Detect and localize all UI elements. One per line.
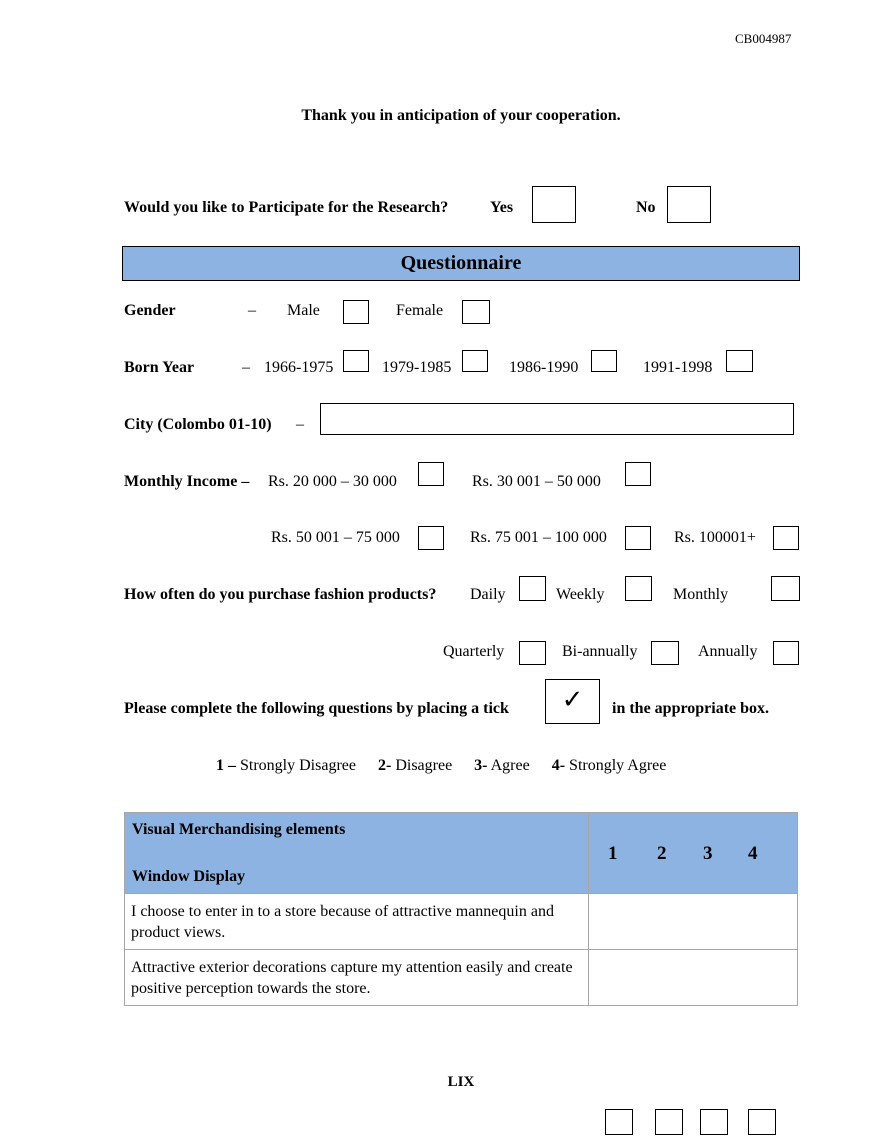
income-30001-checkbox[interactable] (625, 462, 651, 486)
scale-4-number: 4- (551, 757, 566, 774)
scale-1-number: 1 – (216, 757, 236, 774)
document-id: CB004987 (735, 31, 792, 46)
table-header-scale-cell (589, 813, 798, 894)
scale-3-number: 3- (474, 757, 488, 774)
frequency-annually-label: Annually (698, 643, 758, 660)
income-20000-label: Rs. 20 000 – 30 000 (268, 473, 397, 490)
table-row (125, 894, 798, 950)
next-page-checkbox-1 (605, 1109, 633, 1135)
instruction-text: Please complete the following questions by placing a tick (124, 700, 509, 717)
born-1991-checkbox[interactable] (726, 350, 753, 372)
born-1986-checkbox[interactable] (591, 350, 617, 372)
frequency-daily-label: Daily (470, 586, 506, 603)
income-75001-label: Rs. 75 001 – 100 000 (470, 529, 607, 546)
frequency-weekly-checkbox[interactable] (625, 576, 652, 601)
frequency-quarterly-checkbox[interactable] (519, 641, 546, 665)
page-number: LIX (447, 1074, 475, 1090)
participate-yes-label: Yes (490, 199, 514, 216)
column-1-header: 1 (608, 843, 618, 864)
born-1966-label: 1966-1975 (264, 359, 334, 376)
scale-4-text: Strongly Agree (569, 757, 667, 774)
frequency-biannually-label: Bi-annually (562, 643, 638, 660)
table-row (125, 950, 798, 1006)
frequency-monthly-checkbox[interactable] (771, 576, 800, 601)
income-100001-label: Rs. 100001+ (674, 529, 756, 546)
scale-3-text: Agree (490, 757, 530, 774)
participate-yes-checkbox[interactable] (532, 186, 576, 223)
questionnaire-banner: Questionnaire (122, 246, 800, 281)
next-page-checkbox-3 (700, 1109, 728, 1135)
table-header-label-cell (125, 813, 589, 894)
gender-female-label: Female (396, 302, 444, 319)
income-label: Monthly Income – (124, 473, 250, 490)
scale-2-number: 2- (377, 757, 392, 774)
column-3-header: 3 (703, 843, 713, 864)
gender-male-label: Male (287, 302, 320, 319)
born-year-dash: – (242, 359, 250, 376)
born-1979-checkbox[interactable] (462, 350, 488, 372)
instruction-text-end: in the appropriate box. (612, 700, 770, 717)
frequency-monthly-label: Monthly (673, 586, 729, 603)
column-4-header: 4 (748, 843, 758, 864)
born-1991-label: 1991-1998 (643, 359, 713, 376)
frequency-daily-checkbox[interactable] (519, 576, 546, 601)
tick-example-box (545, 679, 600, 724)
income-30001-label: Rs. 30 001 – 50 000 (472, 473, 601, 490)
participate-no-label: No (636, 199, 656, 216)
gender-female-checkbox[interactable] (462, 300, 490, 324)
city-input[interactable] (320, 403, 794, 435)
scale-1-text: Strongly Disagree (240, 757, 356, 774)
table-header-subtitle: Window Display (132, 868, 246, 885)
frequency-weekly-label: Weekly (556, 586, 605, 603)
income-50001-checkbox[interactable] (418, 526, 444, 550)
income-20000-checkbox[interactable] (418, 462, 444, 486)
table-header-row (125, 813, 798, 894)
column-2-header: 2 (657, 843, 667, 864)
income-75001-checkbox[interactable] (625, 526, 651, 550)
next-page-checkbox-2 (655, 1109, 683, 1135)
frequency-annually-checkbox[interactable] (773, 641, 799, 665)
statement-cell: Attractive exterior decorations capture my attention easily and create positive perception towards the store. (125, 950, 589, 1006)
frequency-biannually-checkbox[interactable] (651, 641, 679, 665)
gender-male-checkbox[interactable] (343, 300, 369, 324)
participate-no-checkbox[interactable] (667, 186, 711, 223)
income-50001-label: Rs. 50 001 – 75 000 (271, 529, 400, 546)
frequency-quarterly-label: Quarterly (443, 643, 505, 660)
city-label: City (Colombo 01-10) (124, 416, 272, 433)
rating-cell[interactable] (589, 950, 798, 1006)
born-1979-label: 1979-1985 (382, 359, 452, 376)
born-1986-label: 1986-1990 (509, 359, 579, 376)
gender-dash: – (248, 302, 256, 319)
income-100001-checkbox[interactable] (773, 526, 799, 550)
gender-label: Gender (124, 302, 176, 319)
city-dash: – (296, 416, 304, 433)
tick-icon: ✓ (561, 685, 584, 714)
born-year-label: Born Year (124, 359, 195, 376)
rating-cell[interactable] (589, 894, 798, 950)
scale-2-text: Disagree (395, 757, 453, 774)
thanks-line: Thank you in anticipation of your cooperation. (301, 107, 621, 124)
scale-legend (216, 756, 666, 776)
rating-table (124, 812, 798, 1006)
frequency-label: How often do you purchase fashion products? (124, 586, 437, 603)
born-1966-checkbox[interactable] (343, 350, 369, 372)
next-page-checkbox-4 (748, 1109, 776, 1135)
statement-cell: I choose to enter in to a store because of attractive mannequin and product views. (125, 894, 589, 950)
participate-question: Would you like to Participate for the Research? (124, 199, 449, 216)
table-header-title: Visual Merchandising elements (132, 821, 346, 838)
